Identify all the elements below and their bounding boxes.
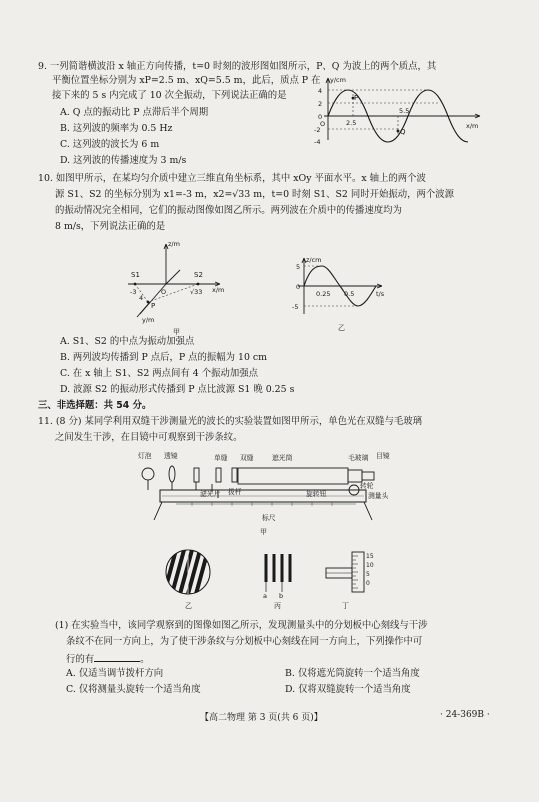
q10-jia-neg3: -3 xyxy=(130,288,137,296)
q10-jia-s2: S2 xyxy=(194,271,203,279)
q11-label-single-slit: 单缝 xyxy=(214,454,228,462)
q10-option-a[interactable]: A. S1、S2 的中点为振动加强点 xyxy=(60,336,195,347)
q9-option-a[interactable]: A. Q 点的振动比 P 点滞后半个周期 xyxy=(60,107,209,118)
q10-yi-neg5: -5 xyxy=(292,303,299,311)
footer-page-info: 【高二物理 第 3 页(共 6 页)】 xyxy=(200,713,323,723)
q10-jia-four: 4 xyxy=(139,294,144,302)
q9-wave-figure xyxy=(308,74,488,144)
q11-part1-line1: (1) 在实验当中，该同学观察到的图像如图乙所示，发现测量头中的分划板中心刻线与干涉 xyxy=(55,620,428,631)
q11-label-eyepiece: 目镜 xyxy=(376,452,390,460)
q9-stem-line1: 9. 一列简谐横波沿 x 轴正方向传播，t=0 时刻的波形图如图所示，P、Q 为波上的两个质点，其 xyxy=(38,61,437,72)
q11-fringes-figure-bing xyxy=(258,552,308,610)
q9-q-label: Q xyxy=(400,128,406,136)
q10-option-b[interactable]: B. 两列波均传播到 P 点后，P 点的振幅为 10 cm xyxy=(60,352,268,363)
q11-fringes-figure-yi xyxy=(160,548,220,610)
q9-p-label: P xyxy=(354,94,359,102)
q11-caption-bing: 丙 xyxy=(274,602,281,610)
q11-label-scale: 标尺 xyxy=(262,514,276,522)
q11-caption-ding: 丁 xyxy=(342,602,349,610)
q11-label-double-slit: 双缝 xyxy=(240,454,254,462)
q11-label-wheel: 转轮 xyxy=(360,482,374,490)
q10-option-c[interactable]: C. 在 x 轴上 S1、S2 两点间有 4 个振动加强点 xyxy=(60,368,258,379)
footer-code: · 24-369B · xyxy=(440,710,490,720)
q9-q-x: 5.5 xyxy=(399,107,410,115)
q10-jia-x-label: x/m xyxy=(212,286,225,294)
section-3-heading: 三、非选择题：共 54 分。 xyxy=(38,400,152,411)
q9-y-axis-label: y/cm xyxy=(330,76,346,84)
q11-ding-5: 5 xyxy=(366,571,370,578)
q10-stem-line3: 的振动情况完全相同，它们的振动图像如图乙所示。两列波在介质中的传播速度均为 xyxy=(55,205,402,216)
q11-label-lever: 拨杆 xyxy=(228,488,242,496)
q11-apparatus-figure-jia xyxy=(132,446,394,542)
q10-yi-five: 5 xyxy=(296,263,301,271)
q10-stem-line1: 10. 如图甲所示，在某均匀介质中建立三维直角坐标系，其中 xOy 平面水平。x 轴上的两个波 xyxy=(38,173,426,184)
q11-label-measuring-head: 测量头 xyxy=(368,492,389,500)
q9-stem-line3: 接下来的 5 s 内完成了 10 次全振动，下列说法正确的是 xyxy=(52,90,287,101)
q11-label-tube: 遮光筒 xyxy=(272,454,293,462)
q11-option-b[interactable]: B. 仅将遮光筒旋转一个适当角度 xyxy=(285,668,420,679)
q11-answer-blank[interactable] xyxy=(94,652,140,662)
q10-jia-p: P xyxy=(151,302,156,310)
q9-option-b[interactable]: B. 这列波的频率为 0.5 Hz xyxy=(60,123,173,134)
q11-micrometer-figure-ding xyxy=(322,548,382,610)
q10-yi-zero: 0 xyxy=(296,283,301,291)
q10-stem-line4: 8 m/s，下列说法正确的是 xyxy=(55,221,166,232)
q11-caption-jia: 甲 xyxy=(260,528,267,536)
q10-stem-line2: 源 S1、S2 的坐标分别为 x1=-3 m，x2=√33 m，t=0 时刻 S1、S2 同时开始振动，两个波源 xyxy=(55,189,455,200)
q9-x-axis-label: x/m xyxy=(466,122,479,130)
q11-label-knob: 旋转钮 xyxy=(306,490,327,498)
q9-point-p xyxy=(352,97,355,100)
q10-jia-origin: O xyxy=(161,288,167,296)
q11-part1-line2: 条纹不在同一方向上，为了使干涉条纹与分划板中心刻线在同一方向上，下列操作中可 xyxy=(66,636,423,647)
q10-vibration-figure-yi xyxy=(282,254,392,334)
q9-y-tick-neg2: -2 xyxy=(314,126,321,134)
q11-label-lens: 透镜 xyxy=(164,452,178,460)
q11-label-lamp: 灯泡 xyxy=(138,452,152,460)
q11-ding-0: 0 xyxy=(366,580,370,587)
q9-y-tick-neg4: -4 xyxy=(314,138,321,146)
q11-stem-line2: 之间发生干涉，在目镜中可观察到干涉条纹。 xyxy=(55,432,243,443)
q10-p-point xyxy=(147,301,150,304)
q9-option-d[interactable]: D. 这列波的传播速度为 3 m/s xyxy=(60,155,187,166)
q11-ding-10: 10 xyxy=(366,562,374,569)
q10-coordinate-figure-jia xyxy=(120,238,230,336)
q11-part1-line3: 行的有 。 xyxy=(66,654,150,665)
q10-yi-t025: 0.25 xyxy=(316,290,331,298)
q11-option-c[interactable]: C. 仅将测量头旋转一个适当角度 xyxy=(66,684,201,695)
q10-yi-t-label: t/s xyxy=(376,290,385,298)
q9-point-q xyxy=(397,130,400,133)
q11-option-a[interactable]: A. 仅适当调节拨杆方向 xyxy=(66,668,164,679)
q10-jia-sqrt33: √33 xyxy=(190,288,203,296)
q10-s2-point xyxy=(197,283,200,286)
q10-jia-z-label: z/m xyxy=(168,240,180,248)
q11-label-ground-glass: 毛玻璃 xyxy=(348,454,369,462)
q9-y-tick-2: 2 xyxy=(318,100,323,108)
q10-jia-y-label: y/m xyxy=(142,316,155,324)
q11-part1-line3-text: 行的有 xyxy=(66,654,95,665)
q11-bing-b: b xyxy=(279,592,284,600)
q10-option-d[interactable]: D. 波源 S2 的振动形式传播到 P 点比波源 S1 晚 0.25 s xyxy=(60,384,295,395)
q11-bing-a: a xyxy=(263,592,267,600)
q10-yi-caption: 乙 xyxy=(338,324,345,332)
q10-yi-z-label: z/cm xyxy=(306,256,322,264)
q9-option-c[interactable]: C. 这列波的波长为 6 m xyxy=(60,139,160,150)
q9-origin: O xyxy=(320,120,326,128)
q9-stem-line2: 平衡位置坐标分别为 xP=2.5 m、xQ=5.5 m，此后，质点 P 在 xyxy=(52,75,321,86)
q11-caption-yi: 乙 xyxy=(185,602,192,610)
q11-label-filter: 滤光片 xyxy=(200,490,221,498)
q10-jia-caption: 甲 xyxy=(173,328,180,336)
q9-y-tick-0: 0 xyxy=(318,113,323,121)
q10-jia-s1: S1 xyxy=(131,271,140,279)
q11-stem-line1: 11. (8 分) 某同学利用双缝干涉测量光的波长的实验装置如图甲所示，单色光在双缝与毛玻璃 xyxy=(38,416,423,427)
q10-yi-t05: 0.5 xyxy=(344,290,355,298)
q11-option-d[interactable]: D. 仅将双缝旋转一个适当角度 xyxy=(285,684,411,695)
q9-p-x: 2.5 xyxy=(346,119,357,127)
q11-ding-15: 15 xyxy=(366,553,374,560)
q10-s1-point xyxy=(134,283,137,286)
q9-y-tick-4: 4 xyxy=(318,87,323,95)
